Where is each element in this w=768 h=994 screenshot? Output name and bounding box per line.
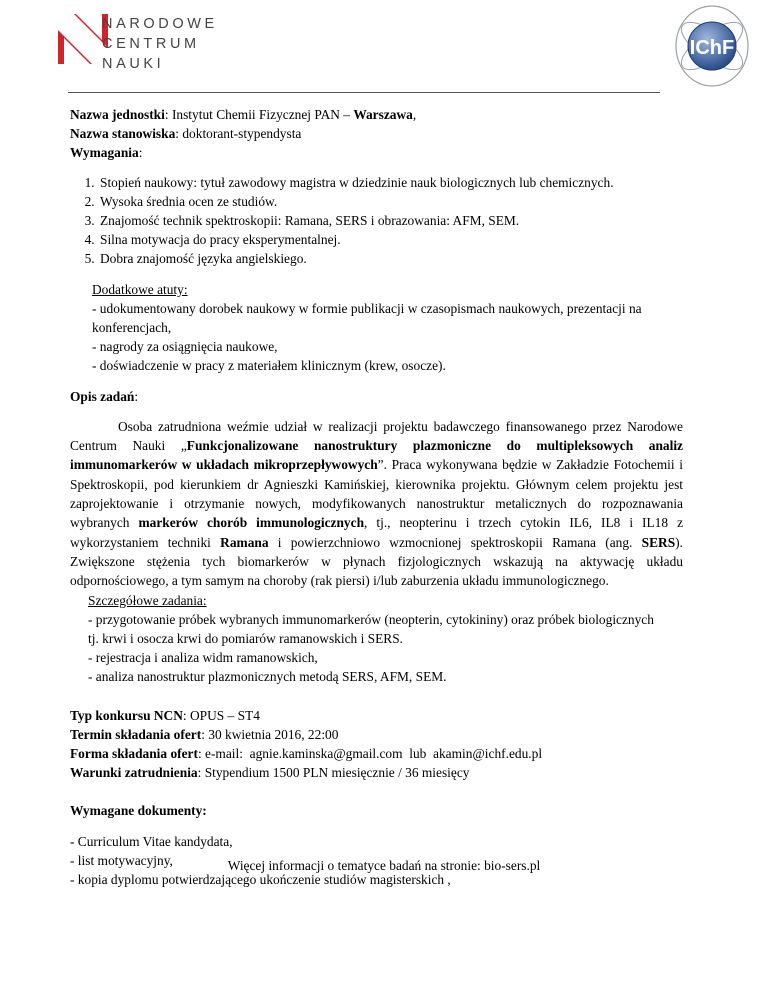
- ncn-wordmark: [102, 14, 218, 74]
- list-item: - Curriculum Vitae kandydata,: [70, 833, 233, 849]
- unit-label: Nazwa jednostki: [70, 107, 165, 122]
- list-item: 4. Silna motywacja do pracy eksperymentalnej.: [98, 230, 683, 249]
- header-divider: [68, 92, 660, 93]
- ncn-logo-icon: [58, 14, 108, 64]
- competition-form: Forma składania ofert: e-mail: agnie.kaminska@gmail.com lub akamin@ichf.edu.pl: [70, 745, 543, 761]
- tasks-heading: Opis zadań:: [70, 388, 139, 404]
- list-item: - nagrody za osiągnięcia naukowe,: [92, 339, 278, 355]
- details-section: [88, 591, 683, 687]
- extras-section: [92, 280, 683, 376]
- ncn-line-1: NARODOWE: [102, 16, 218, 32]
- competition-deadline: Termin składania ofert: 30 kwietnia 2016, 22:00: [70, 726, 339, 742]
- list-item: 1. Stopień naukowy: tytuł zawodowy magistra w dziedzinie nauk biologicznych lub chemicznych.: [98, 173, 683, 192]
- list-item: - przygotowanie próbek wybranych immunomarkerów (neopterin, cytokininy) oraz próbek biologicznych: [88, 611, 654, 627]
- list-item: - kopia dyplomu potwierdzającego ukończenie studiów magisterskich ,: [70, 871, 451, 887]
- requirements-list: [70, 173, 683, 269]
- list-item: - analiza nanostruktur plazmonicznych metodą SERS, AFM, SEM.: [88, 669, 447, 685]
- tasks-paragraph: Osoba zatrudniona weźmie udział w realizacji projektu badawczego finansowanego przez Narodowe Centrum Nauki „Funkcjonalizowane nanostruktury plazmoniczne do multipleksowych analiz immunomarkerów w układach mikroprzepływowych”. Praca wykonywana będzie w Zakładzie Fotochemii i Spektroskopii, pod kierunkiem dr Agnieszki Kamińskiej, kierownika projektu. Głównym celem projektu jest zaprojektowanie i otrzymanie nowych, modyfikowanych nanostruktur metalicznych do rozpoznawania wybranych markerów chorób immunologicznych, tj., neopterinu i trzech cytokin IL6, IL8 i IL18 z wykorzystaniem techniki Ramana i powierzchniowo wzmocnionej spektroskopii Ramana (ang. SERS). Zwiększone stężenia tych biomarkerów w płynach fizjologicznych wskazują na aktywację układu odpornościowego, a tym samym na choroby (rak piersi) i/lub zaburzenia układu immunologicznego.: [70, 418, 684, 589]
- position-line: Nazwa stanowiska: doktorant-stypendysta: [70, 126, 302, 142]
- competition-conditions: Warunki zatrudnienia: Stypendium 1500 PLN miesięcznie / 36 miesięcy: [70, 765, 470, 781]
- details-title: Szczegółowe zadania:: [88, 592, 207, 608]
- documents-heading: Wymagane dokumenty:: [70, 803, 207, 819]
- unit-line: Nazwa jednostki: Instytut Chemii Fizycznej PAN – Warszawa,: [70, 107, 417, 122]
- list-item: - udokumentowany dorobek naukowy w formie publikacji w czasopismach naukowych, prezentacji na konferencjach,: [92, 300, 642, 336]
- list-item: - doświadczenie w pracy z materiałem klinicznym (krew, osocze).: [92, 358, 446, 374]
- competition-type: Typ konkursu NCN: OPUS – ST4: [70, 707, 260, 723]
- extras-title: Dodatkowe atuty:: [92, 281, 188, 297]
- list-item: 5. Dobra znajomość języka angielskiego.: [98, 249, 683, 268]
- footer-info: Więcej informacji o tematyce badań na stronie: bio-sers.pl: [227, 858, 541, 873]
- requirements-heading: Wymagania:: [70, 145, 143, 161]
- ichf-logo-icon: [672, 2, 752, 90]
- position-label: Nazwa stanowiska: [70, 126, 176, 142]
- list-item: - list motywacyjny,: [70, 852, 173, 868]
- unit-value: Instytut Chemii Fizycznej PAN –: [171, 107, 354, 122]
- page-header: [0, 0, 768, 92]
- ncn-line-3: NAUKI: [102, 56, 165, 72]
- list-item: tj. krwi i osocza krwi do pomiarów ramanowskich i SERS.: [88, 630, 404, 646]
- list-item: 3. Znajomość technik spektroskopii: Ramana, SERS i obrazowania: AFM, SEM.: [98, 211, 683, 230]
- list-item: 2. Wysoka średnia ocen ze studiów.: [98, 192, 683, 211]
- position-value: doktorant-stypendysta: [182, 126, 302, 142]
- document-body: [70, 105, 683, 889]
- list-item: - rejestracja i analiza widm ramanowskich,: [88, 650, 318, 666]
- ichf-logo-text: IChF: [689, 37, 735, 59]
- ncn-line-2: CENTRUM: [102, 36, 200, 52]
- unit-city: Warszawa: [353, 107, 413, 122]
